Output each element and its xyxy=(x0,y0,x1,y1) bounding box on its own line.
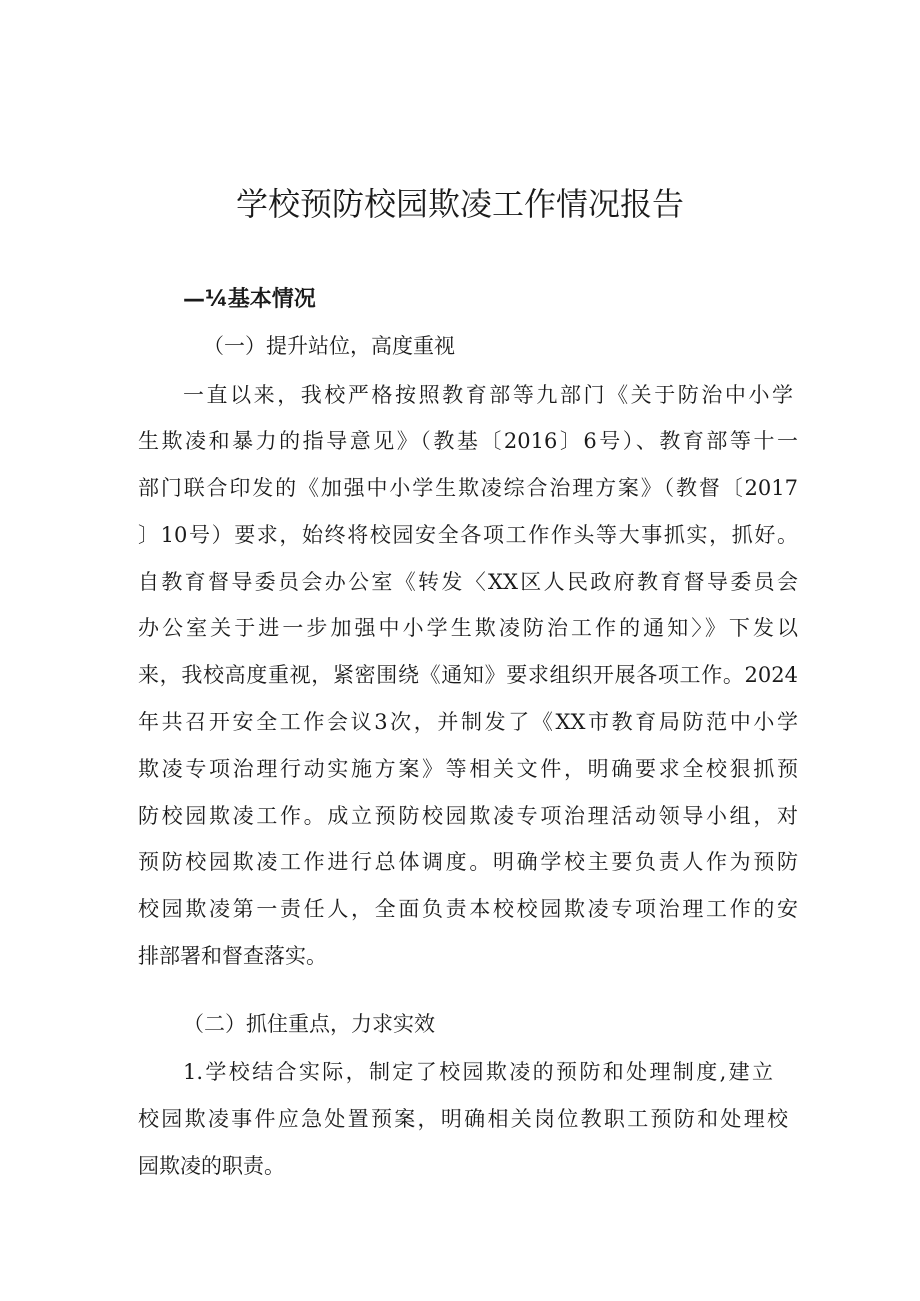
paragraph-line: 欺凌专项治理行动实施方案》等相关文件，明确要求全校狠抓预 xyxy=(138,757,798,781)
paragraph-line: 园欺凌的职责。 xyxy=(138,1154,285,1178)
paragraph-line: 校园欺凌事件应急处置预案，明确相关岗位教职工预防和处理校 xyxy=(138,1107,788,1131)
paragraph-line: 生欺凌和暴力的指导意见》（教基〔2016〕6号）、教育部等十一 xyxy=(138,429,798,453)
paragraph-line: 部门联合印发的《加强中小学生欺凌综合治理方案》（教督〔2017 xyxy=(138,476,798,500)
paragraph-line: 排部署和督查落实。 xyxy=(138,944,327,968)
paragraph-line: 一直以来，我校严格按照教育部等九部门《关于防治中小学 xyxy=(183,383,793,407)
paragraph-line: 自教育督导委员会办公室《转发〈XX区人民政府教育督导委员会 xyxy=(138,570,798,594)
subsection-heading-1: （一）提升站位，高度重视 xyxy=(203,334,455,358)
paragraph-line: 办公室关于进一步加强中小学生欺凌防治工作的通知〉》下发以 xyxy=(138,616,798,640)
paragraph-line: 防校园欺凌工作。成立预防校园欺凌专项治理活动领导小组，对 xyxy=(138,804,798,828)
paragraph-line: 〕10号）要求，始终将校园安全各项工作作头等大事抓实，抓好。 xyxy=(138,523,798,547)
paragraph-line: 校园欺凌第一责任人，全面负责本校校园欺凌专项治理工作的安 xyxy=(138,897,798,921)
document-title: 学校预防校园欺凌工作情况报告 xyxy=(235,185,684,223)
paragraph-line: 预防校园欺凌工作进行总体调度。明确学校主要负责人作为预防 xyxy=(138,850,798,874)
section-heading-basic-situation: —¼基本情况 xyxy=(183,287,316,312)
paragraph-line: 1.学校结合实际，制定了校园欺凌的预防和处理制度,建立 xyxy=(183,1060,773,1084)
subsection-heading-2: （二）抓住重点，力求实效 xyxy=(183,1012,435,1036)
paragraph-line: 来，我校高度重视，紧密围绕《通知》要求组织开展各项工作。2024 xyxy=(138,663,798,687)
paragraph-line: 年共召开安全工作会议3次，并制发了《XX市教育局防范中小学 xyxy=(138,710,798,734)
